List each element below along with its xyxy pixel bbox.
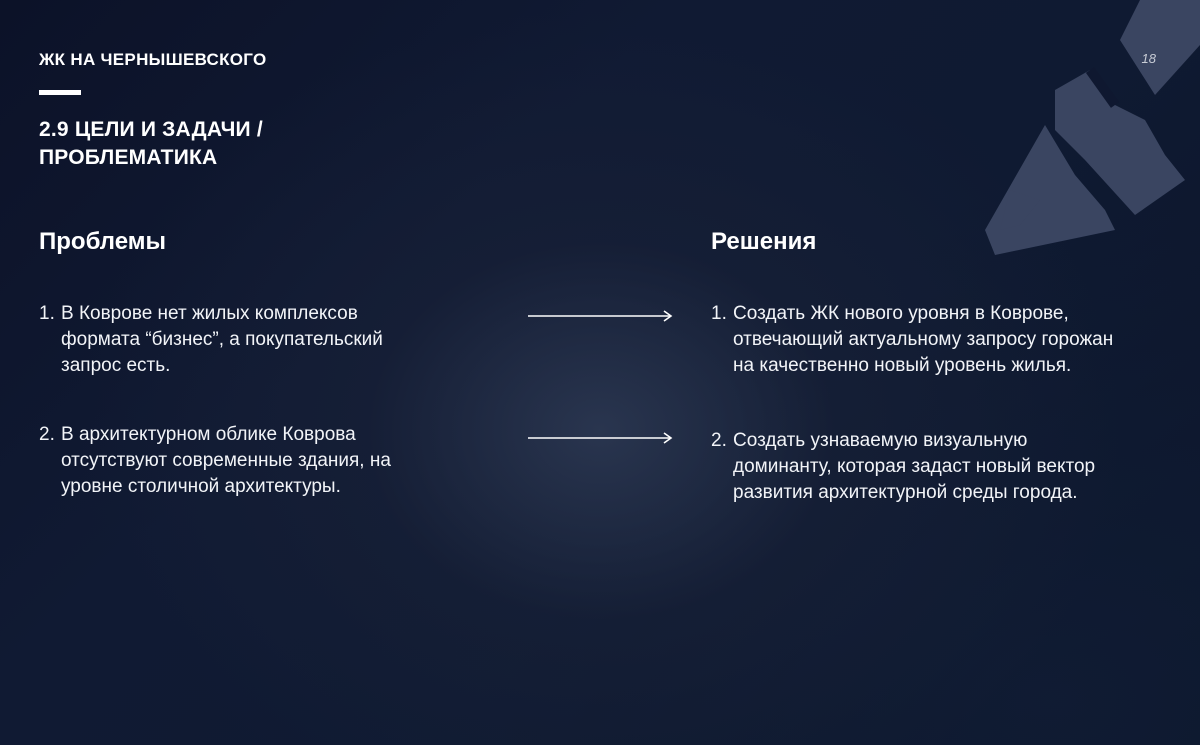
pencil-icon (900, 0, 1200, 280)
project-title: ЖК НА ЧЕРНЫШЕВСКОГО (39, 50, 267, 69)
problem-item-line (39, 301, 479, 327)
solution-item-line (711, 301, 1181, 327)
problem-item-text: В архитектурном облике Коврова (61, 424, 356, 445)
problem-item-line (39, 422, 479, 448)
solution-item-line: развития архитектурной среды города. (733, 482, 1078, 503)
solution-item-number: 2. (711, 430, 727, 451)
title-divider (39, 90, 81, 95)
section-title-line: 2.9 ЦЕЛИ И ЗАДАЧИ / (39, 118, 263, 141)
problem-item (39, 301, 479, 379)
solution-item (711, 428, 1181, 506)
solution-item-line: на качественно новый уровень жилья. (733, 355, 1072, 376)
arrow-right-icon (528, 310, 674, 322)
problem-item-line: отсутствуют современные здания, на (61, 450, 391, 471)
solution-item-line: отвечающий актуальному запросу горожан (733, 329, 1114, 350)
problem-item-line: уровне столичной архитектуры. (61, 476, 341, 497)
solution-item-line: доминанту, которая задаст новый вектор (733, 456, 1096, 477)
problem-item-number: 1. (39, 303, 55, 324)
solution-item-text: Создать ЖК нового уровня в Коврове, (733, 303, 1069, 324)
problem-item-number: 2. (39, 424, 55, 445)
problem-item-line: запрос есть. (61, 355, 171, 376)
page-number: 18 (1141, 51, 1156, 66)
problem-item-text: В Коврове нет жилых комплексов (61, 303, 358, 324)
solutions-heading: Решения (711, 228, 817, 255)
section-title (39, 116, 339, 172)
solution-item-number: 1. (711, 303, 727, 324)
problem-item (39, 422, 479, 500)
solution-item-line (711, 428, 1181, 454)
solution-item (711, 301, 1181, 379)
solution-item-text: Создать узнаваемую визуальную (733, 430, 1028, 451)
arrow-right-icon (528, 432, 674, 444)
section-title-line: ПРОБЛЕМАТИКА (39, 146, 218, 169)
problems-heading: Проблемы (39, 228, 167, 255)
problem-item-line: формата “бизнес”, а покупательский (61, 329, 383, 350)
